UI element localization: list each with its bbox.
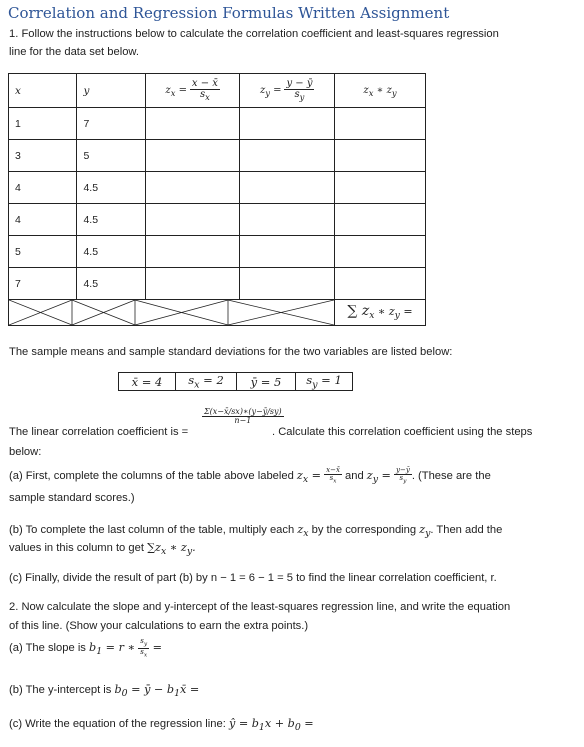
xbar-value: x̄ = 4 bbox=[131, 374, 163, 389]
part-b-line2: values in this column to get $\sum z_x$ ∗ $z_y$. bbox=[9, 541, 196, 558]
data-table bbox=[8, 73, 426, 326]
intercept-line: (b) The y-intercept is $b_0$ = ȳ − $b_1x̄$ = bbox=[9, 683, 200, 700]
equation-line: (c) Write the equation of the regression line: ŷ = $b_1x + b_0$ = bbox=[9, 717, 314, 734]
crossed-out-cells bbox=[9, 300, 335, 326]
header-y: y bbox=[77, 74, 145, 108]
slope-line: (a) The slope is $b_1 = r$ ∗ $\frac{s_y}{s_x}$ = bbox=[9, 637, 163, 658]
sy-value: $s_y = 1$ bbox=[306, 373, 342, 391]
header-product: $z_x$ ∗ $z_y$ bbox=[335, 74, 426, 108]
ybar-value: ȳ = 5 bbox=[250, 374, 282, 389]
intro-line-1: 1. Follow the instructions below to calculate the correlation coefficient and least-squares regression bbox=[9, 28, 499, 40]
sx-value: $s_x = 2$ bbox=[188, 373, 224, 391]
table-header-row bbox=[9, 74, 426, 108]
header-zx: $z_x$ = $\frac{x - x̄}{s_x}$ bbox=[145, 74, 240, 108]
intro-line-2: line for the data set below. bbox=[9, 46, 139, 58]
r-text-suffix: . Calculate this correlation coefficient using the steps bbox=[272, 426, 533, 438]
part-b-line1: (b) To complete the last column of the table, multiply each $z_x$ by the corresponding $z_y$. Then add the bbox=[9, 523, 503, 540]
assignment-title: Correlation and Regression Formulas Written Assignment bbox=[8, 4, 450, 22]
correlation-formula: $\frac{\Sigma(x-x̄/sx)∗(y-ȳ/sy)}{n-1}$ bbox=[204, 407, 282, 426]
r-text-below: below: bbox=[9, 446, 42, 458]
header-x: x bbox=[9, 74, 77, 108]
table-row: 5 4.5 bbox=[9, 236, 426, 268]
table-sum-row bbox=[9, 300, 426, 326]
sum-cell: ∑ $z_x$ ∗ $z_y$ = bbox=[335, 300, 426, 326]
part-c: (c) Finally, divide the result of part (b) by n − 1 = 6 − 1 = 5 to find the linear correlation coefficient, r. bbox=[9, 572, 497, 584]
table-row: 3 5 bbox=[9, 140, 426, 172]
part-a-line2: sample standard scores.) bbox=[9, 492, 135, 504]
table-row: 4 4.5 bbox=[9, 172, 426, 204]
question-2-line2: of this line. (Show your calculations to earn the extra points.) bbox=[9, 620, 309, 632]
means-intro: The sample means and sample standard deviations for the two variables are listed below: bbox=[9, 346, 453, 358]
table-row: 4 4.5 bbox=[9, 204, 426, 236]
question-2-line1: 2. Now calculate the slope and y-intercept of the least-squares regression line, and write the equation bbox=[9, 601, 511, 613]
r-text-prefix: The linear correlation coefficient is = bbox=[9, 426, 189, 438]
part-a-line1: (a) First, complete the columns of the table above labeled $z_x$ = $\frac{x-x̄}{s_x}$ and $z_y$ = $\frac{y-ȳ}{s_y}$ . (These are the bbox=[9, 466, 491, 486]
means-table bbox=[118, 372, 353, 391]
table-row: 1 7 bbox=[9, 108, 426, 140]
header-zy: $z_y$ = $\frac{y - ȳ}{s_y}$ bbox=[240, 74, 335, 108]
table-row: 7 4.5 bbox=[9, 268, 426, 300]
